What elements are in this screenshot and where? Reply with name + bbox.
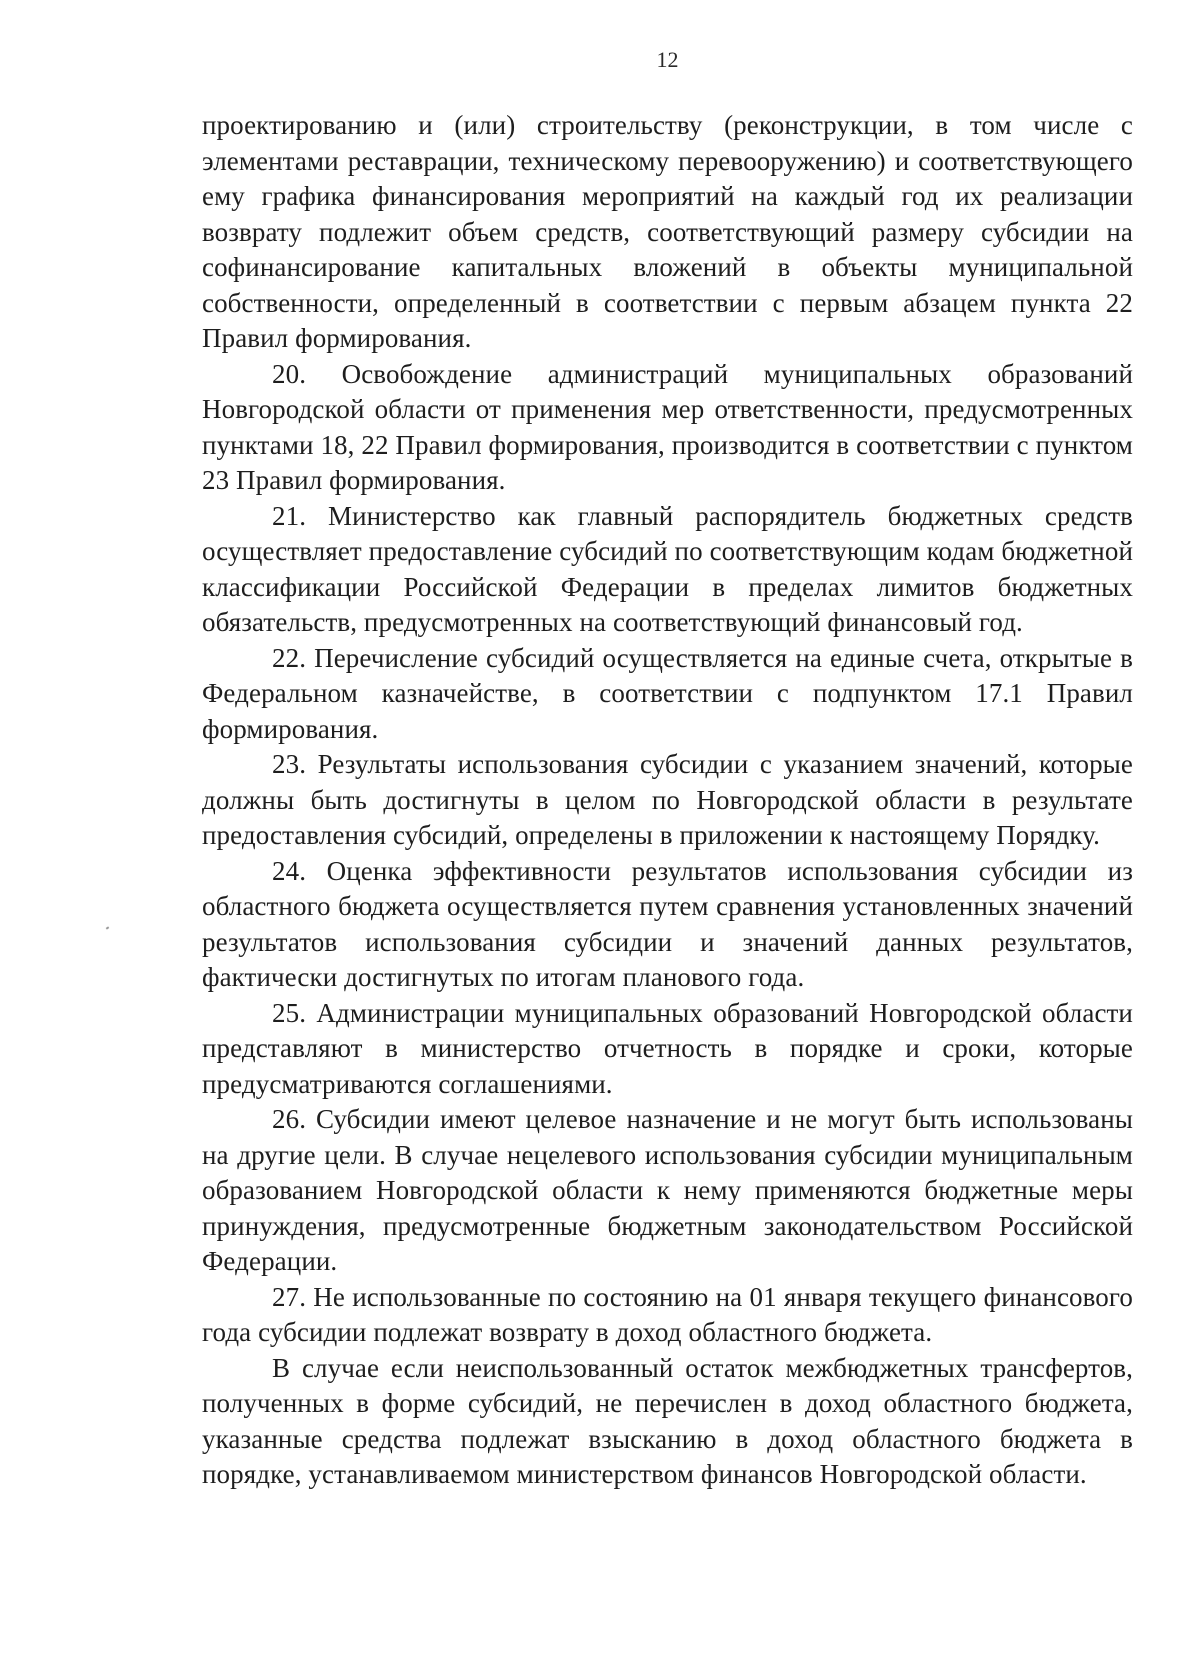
paragraph-item-20: 20. Освобождение администраций муниципальных образований Новгородской области от применения мер ответственности, предусмотренных пунктами 18, 22 Правил формирования, производится в соответствии с пунктом 23 Правил формирования. bbox=[202, 358, 1133, 495]
paragraph-item-21: 21. Министерство как главный распорядитель бюджетных средств осуществляет предоставление субсидий по соответствующим кодам бюджетной классификации Российской Федерации в пределах лимитов бюджетных обязательств, предусмотренных на соответствующий финансовый год. bbox=[202, 500, 1133, 637]
paragraph-item-25: 25. Администрации муниципальных образований Новгородской области представляют в министерство отчетность в порядке и сроки, которые предусматриваются соглашениями. bbox=[202, 997, 1133, 1099]
scan-speck bbox=[106, 926, 110, 929]
paragraph-item-27: 27. Не использованные по состоянию на 01 января текущего финансового года субсидии подлежат возврату в доход областного бюджета. bbox=[202, 1281, 1133, 1347]
page-number: 12 bbox=[656, 47, 679, 72]
paragraph-item-23: 23. Результаты использования субсидии с указанием значений, которые должны быть достигнуты в целом по Новгородской области в результате предоставления субсидий, определены в приложении к настоящему Порядку. bbox=[202, 749, 1133, 850]
paragraph-item-24: 24. Оценка эффективности результатов использования субсидии из областного бюджета осуществляется путем сравнения установленных значений результатов использования субсидии и значений данных результатов, фактически достигнутых по итогам планового года. bbox=[202, 855, 1133, 992]
paragraph-item-26: 26. Субсидии имеют целевое назначение и не могут быть использованы на другие цели. В случае нецелевого использования субсидии муниципальным образованием Новгородской области к нему применяются бюджетные меры принуждения, предусмотренные бюджетным законодательством Российской Федерации. bbox=[202, 1104, 1133, 1276]
paragraph-item-22: 22. Перечисление субсидий осуществляется на единые счета, открытые в Федеральном казначействе, в соответствии с подпунктом 17.1 Правил формирования. bbox=[202, 642, 1133, 744]
paragraph-unspent-balance: В случае если неиспользованный остаток межбюджетных трансфертов, полученных в форме субсидий, не перечислен в доход областного бюджета, указанные средства подлежат взысканию в доход областного бюджета в порядке, устанавливаемом министерством финансов Новгородской области. bbox=[202, 1352, 1133, 1489]
document-body bbox=[202, 108, 1133, 1493]
paragraph-continuation: проектированию и (или) строительству (реконструкции, в том числе с элементами реставрации, техническому перевооружению) и соответствующего ему графика финансирования мероприятий на каждый год их реализации возврату подлежит объем средств, соответствующий размеру субсидии на софинансирование капитальных вложений в объекты муниципальной собственности, определенный в соответствии с первым абзацем пункта 22 Правил формирования. bbox=[202, 110, 1133, 353]
